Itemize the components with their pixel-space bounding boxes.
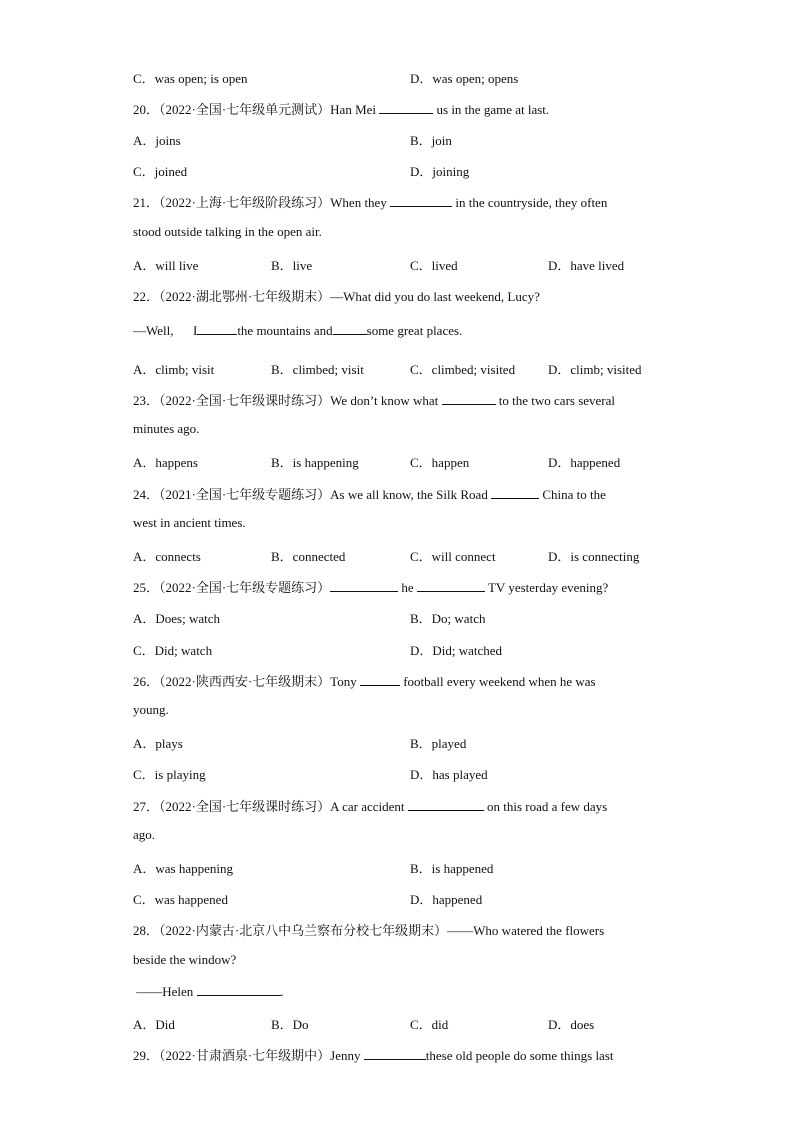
option-c: C．will connect [410, 549, 496, 564]
answer-blank [491, 486, 539, 499]
option-d: D．Did; watched [410, 643, 503, 658]
question-28-continuation: beside the window? [133, 952, 237, 967]
answer-blank [197, 322, 237, 335]
answer-blank [379, 101, 433, 114]
question-23-continuation: minutes ago. [133, 421, 200, 436]
question-27-stem: 27．（2022·全国·七年级课时练习）A car accident on this road a few days [133, 799, 608, 814]
option-b: B．is happening [271, 455, 359, 470]
option-c: C．lived [410, 258, 458, 273]
question-22-stem: 22．（2022·湖北鄂州·七年级期末）—What did you do last weekend, Lucy? [133, 289, 540, 304]
question-23-stem: 23．（2022·全国·七年级课时练习）We don’t know what to the two cars several [133, 393, 616, 408]
option-a: A．was happening [133, 861, 234, 876]
option-d: D．happened [548, 455, 621, 470]
option-c: C．is playing [133, 767, 206, 782]
option-d: D．has played [410, 767, 488, 782]
option-a: A．will live [133, 258, 199, 273]
question-21-stem: 21．（2022·上海·七年级阶段练习）When they in the countryside, they often [133, 195, 608, 210]
option-a: A．plays [133, 736, 183, 751]
answer-blank [442, 392, 496, 405]
answer-blank [360, 673, 400, 686]
question-26-stem: 26．（2022·陕西西安·七年级期末）Tony football every weekend when he was [133, 674, 596, 689]
answer-blank [333, 322, 367, 335]
question-25-stem: 25．（2022·全国·七年级专题练习） he TV yesterday evening? [133, 580, 609, 595]
answer-blank [390, 194, 452, 207]
option-c: C．climbed; visited [410, 362, 516, 377]
question-21-continuation: stood outside talking in the open air. [133, 224, 322, 239]
option-d: D．joining [410, 164, 470, 179]
option-a: A．connects [133, 549, 201, 564]
option-a: A．happens [133, 455, 198, 470]
question-29-stem: 29．（2022·甘肃酒泉·七年级期中）Jenny these old people do some things last [133, 1048, 614, 1063]
option-d: D．is connecting [548, 549, 640, 564]
option-b: B．live [271, 258, 313, 273]
question-28-stem: 28．（2022·内蒙古·北京八中乌兰察布分校七年级期末）——Who watered the flowers [133, 923, 605, 938]
question-22-dialogue: —Well, I the mountains and some great places. [133, 323, 463, 338]
option-c: C．Did; watch [133, 643, 213, 658]
answer-blank [364, 1047, 426, 1060]
option-c: C．happen [410, 455, 470, 470]
option-d: D．does [548, 1017, 595, 1032]
answer-blank [408, 798, 484, 811]
question-24-stem: 24．（2021·全国·七年级专题练习）As we all know, the Silk Road China to the [133, 487, 606, 502]
question-26-continuation: young. [133, 702, 169, 717]
answer-blank [330, 579, 398, 592]
question-20-stem: 20．（2022·全国·七年级单元测试）Han Mei us in the game at last. [133, 102, 550, 117]
option-c: C．was open; is open [133, 71, 248, 86]
answer-blank [197, 983, 281, 996]
option-a: A．joins [133, 133, 181, 148]
option-d: D．climb; visited [548, 362, 642, 377]
option-b: B．connected [271, 549, 346, 564]
question-24-continuation: west in ancient times. [133, 515, 246, 530]
option-a: A．Did [133, 1017, 175, 1032]
option-c: C．did [410, 1017, 449, 1032]
option-b: B．join [410, 133, 452, 148]
option-a: A．climb; visit [133, 362, 215, 377]
option-c: C．joined [133, 164, 188, 179]
option-d: D．happened [410, 892, 483, 907]
question-27-continuation: ago. [133, 827, 156, 842]
option-b: B．Do; watch [410, 611, 486, 626]
option-a: A．Does; watch [133, 611, 221, 626]
option-b: B．is happened [410, 861, 494, 876]
option-b: B．climbed; visit [271, 362, 364, 377]
option-d: D．have lived [548, 258, 625, 273]
option-b: B．played [410, 736, 467, 751]
option-d: D．was open; opens [410, 71, 519, 86]
question-28-answer-line: ——Helen . [133, 984, 284, 999]
option-c: C．was happened [133, 892, 228, 907]
answer-blank [417, 579, 485, 592]
option-b: B．Do [271, 1017, 309, 1032]
